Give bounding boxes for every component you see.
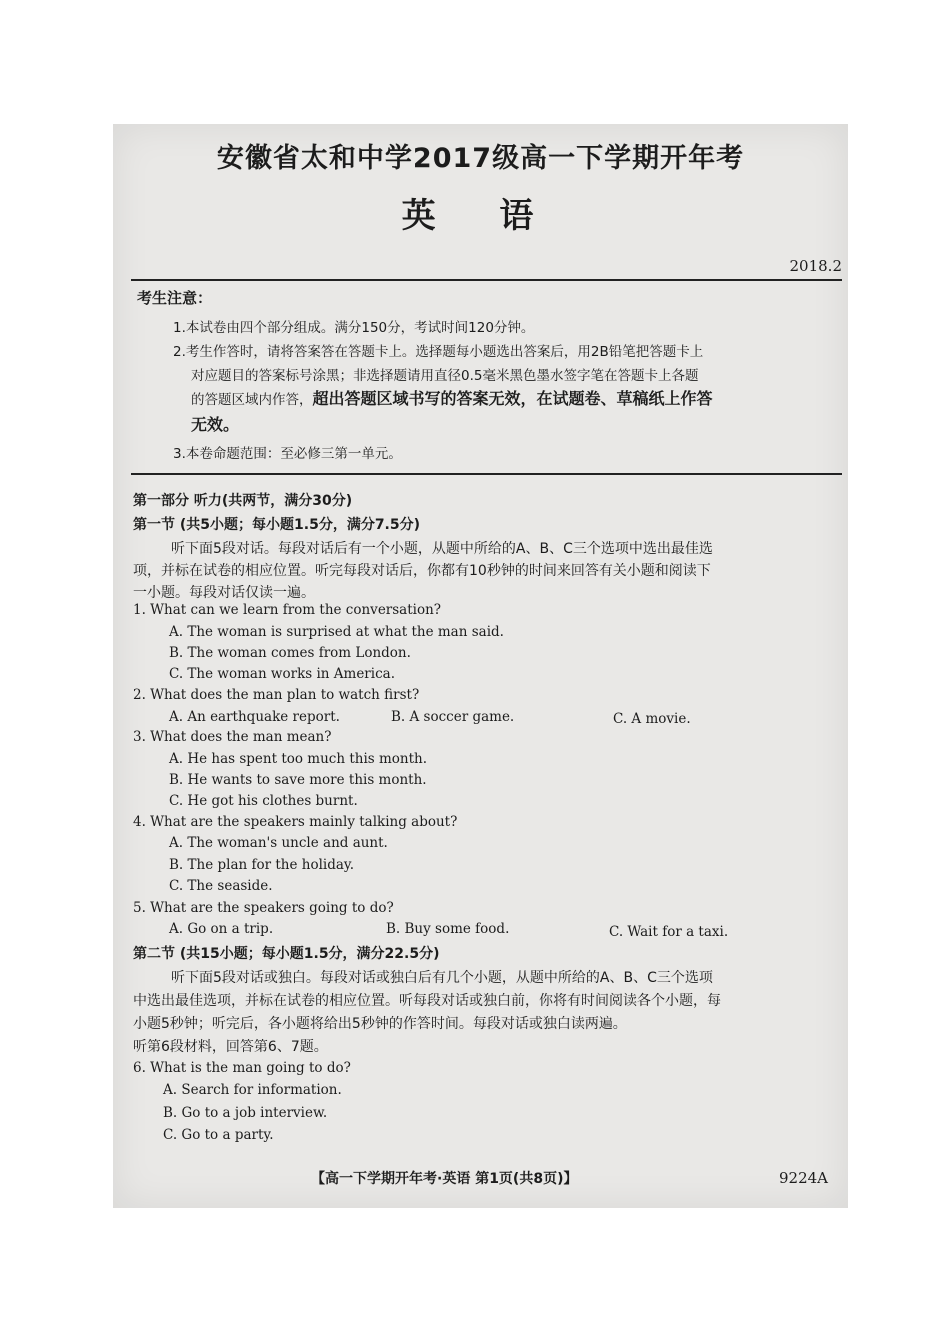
- q3-option-a: A. He has spent too much this month.: [169, 751, 428, 767]
- q4-option-c: C. The seaside.: [169, 878, 273, 894]
- question-5: 5. What are the speakers going to do?: [133, 900, 394, 916]
- q3-option-c: C. He got his clothes burnt.: [169, 793, 358, 809]
- part1-heading: 第一部分 听力(共两节，满分30分): [133, 493, 353, 509]
- exam-page: [113, 124, 848, 1208]
- section1-heading: 第一节 (共5小题；每小题1.5分，满分7.5分): [133, 517, 421, 533]
- subject-heading: 英 语: [401, 196, 560, 236]
- question-4: 4. What are the speakers mainly talking about?: [133, 814, 458, 830]
- q6-option-a: A. Search for information.: [163, 1082, 342, 1098]
- notice-item-2-line-3-bold: 超出答题区域书写的答案无效，在试题卷、草稿纸上作答: [312, 389, 713, 408]
- section1-instructions-line-1: 听下面5段对话。每段对话后有一个小题，从题中所给的A、B、C三个选项中选出最佳选: [171, 541, 713, 557]
- section1-instructions-line-2: 项，并标在试卷的相应位置。听完每段对话后，你都有10秒钟的时间来回答有关小题和阅读下: [133, 563, 711, 579]
- notice-item-2-line-4: 无效。: [191, 415, 240, 434]
- section2-instructions-line-1: 听下面5段对话或独白。每段对话或独白后有几个小题，从题中所给的A、B、C三个选项: [171, 970, 713, 986]
- section2-instructions-line-3: 小题5秒钟；听完后，各小题将给出5秒钟的作答时间。每段对话或独白读两遍。: [133, 1016, 627, 1032]
- paper-code: 9224A: [778, 1169, 828, 1187]
- section2-heading: 第二节 (共15小题；每小题1.5分，满分22.5分): [133, 946, 440, 962]
- material-6-instruction: 听第6段材料，回答第6、7题。: [133, 1039, 328, 1055]
- q6-option-c: C. Go to a party.: [163, 1127, 274, 1143]
- exam-date: 2018.2: [789, 257, 842, 275]
- notice-item-2-line-2: 对应题目的答案标号涂黑；非选择题请用直径0.5毫米黑色墨水签字笔在答题卡上各题: [191, 368, 699, 384]
- q5-option-a: A. Go on a trip.: [169, 921, 274, 937]
- question-2: 2. What does the man plan to watch first?: [133, 687, 420, 703]
- question-3: 3. What does the man mean?: [133, 729, 332, 745]
- page-footer: 【高一下学期开年考·英语 第1页(共8页)】: [311, 1171, 578, 1187]
- q4-option-a: A. The woman's uncle and aunt.: [169, 835, 388, 851]
- q2-option-a: A. An earthquake report.: [169, 709, 340, 725]
- q2-option-c: C. A movie.: [613, 711, 691, 727]
- notice-item-2-line-3-normal: 的答题区域内作答，: [191, 392, 313, 408]
- section1-instructions-line-3: 一小题。每段对话仅读一遍。: [133, 585, 315, 601]
- q1-option-a: A. The woman is surprised at what the man said.: [169, 624, 504, 640]
- bottom-divider: [131, 473, 842, 475]
- q5-option-b: B. Buy some food.: [386, 921, 510, 937]
- q2-option-b: B. A soccer game.: [391, 709, 515, 725]
- q6-option-b: B. Go to a job interview.: [163, 1105, 328, 1121]
- q1-option-c: C. The woman works in America.: [169, 666, 395, 682]
- notice-item-1: 1.本试卷由四个部分组成。满分150分，考试时间120分钟。: [173, 320, 535, 336]
- q3-option-b: B. He wants to save more this month.: [169, 772, 427, 788]
- notice-item-2-line-3: [191, 386, 713, 409]
- notice-item-3: 3.本卷命题范围：至必修三第一单元。: [173, 446, 402, 462]
- question-1: 1. What can we learn from the conversation?: [133, 602, 442, 618]
- q4-option-b: B. The plan for the holiday.: [169, 857, 355, 873]
- q5-option-c: C. Wait for a taxi.: [609, 924, 729, 940]
- q1-option-b: B. The woman comes from London.: [169, 645, 411, 661]
- section2-instructions-line-2: 中选出最佳选项，并标在试卷的相应位置。听每段对话或独白前，你将有时间阅读各个小题，每: [133, 993, 721, 1009]
- exam-title: 安徽省太和中学2017级高一下学期开年考: [216, 143, 745, 174]
- top-divider: [131, 279, 842, 281]
- notice-heading: 考生注意：: [137, 289, 213, 307]
- notice-item-2-line-1: 2.考生作答时，请将答案答在答题卡上。选择题每小题选出答案后，用2B铅笔把答题卡上: [173, 344, 704, 360]
- question-6: 6. What is the man going to do?: [133, 1060, 351, 1076]
